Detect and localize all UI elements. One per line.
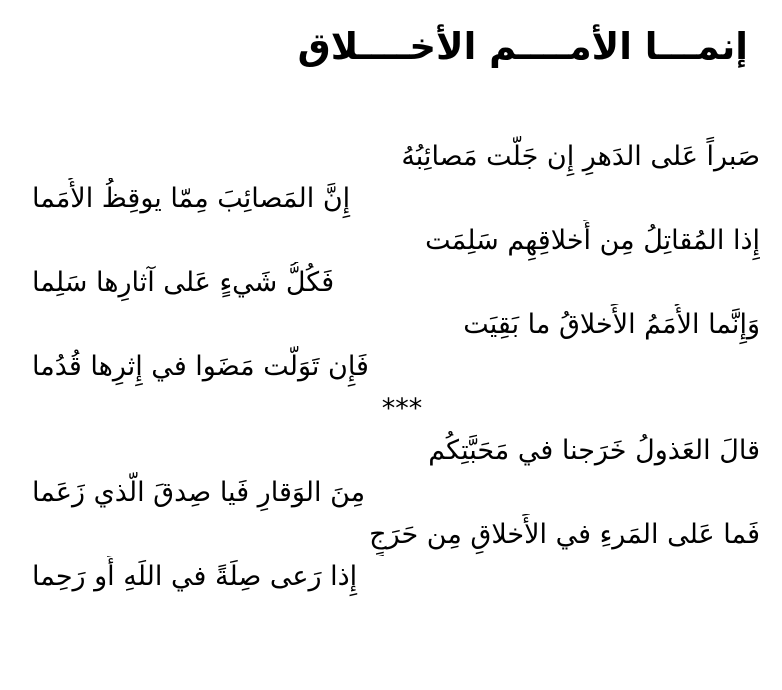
verse-line-10: إِذا رَعى صِلَةً في اللَهِ أَو رَحِما	[32, 561, 358, 592]
verse-line-4: فَكُلُّ شَيءٍ عَلى آثارِها سَلِما	[32, 267, 335, 298]
verse-line-5: وَإِنَّما الأُمَمُ الأَخلاقُ ما بَقِيَت	[463, 309, 760, 340]
verse-line-9: فَما عَلى المَرءِ في الأَخلاقِ مِن حَرَجٍ	[369, 519, 760, 550]
verse-line-3: إِذا المُقاتِلُ مِن أَخلاقِهِم سَلِمَت	[425, 225, 760, 256]
verse-line-1: صَبراً عَلى الدَهرِ إِن جَلَّت مَصائِبُهُ	[401, 141, 760, 172]
verse-line-2: إِنَّ المَصائِبَ مِمّا يوقِظُ الأُمَما	[32, 183, 351, 214]
stanza-separator: ***	[381, 393, 423, 424]
poem-title: إنمـــا الأمــــم الأخــــلاق	[297, 25, 748, 68]
poem-body	[22, 136, 760, 598]
verse-line-6: فَإِن تَوَلَّت مَضَوا في إِثرِها قُدُما	[32, 351, 369, 382]
verse-line-8: مِنَ الوَقارِ فَيا صِدقَ الَّذي زَعَما	[32, 477, 366, 508]
verse-line-7: قالَ العَذولُ خَرَجنا في مَحَبَّتِكُم	[428, 435, 760, 466]
